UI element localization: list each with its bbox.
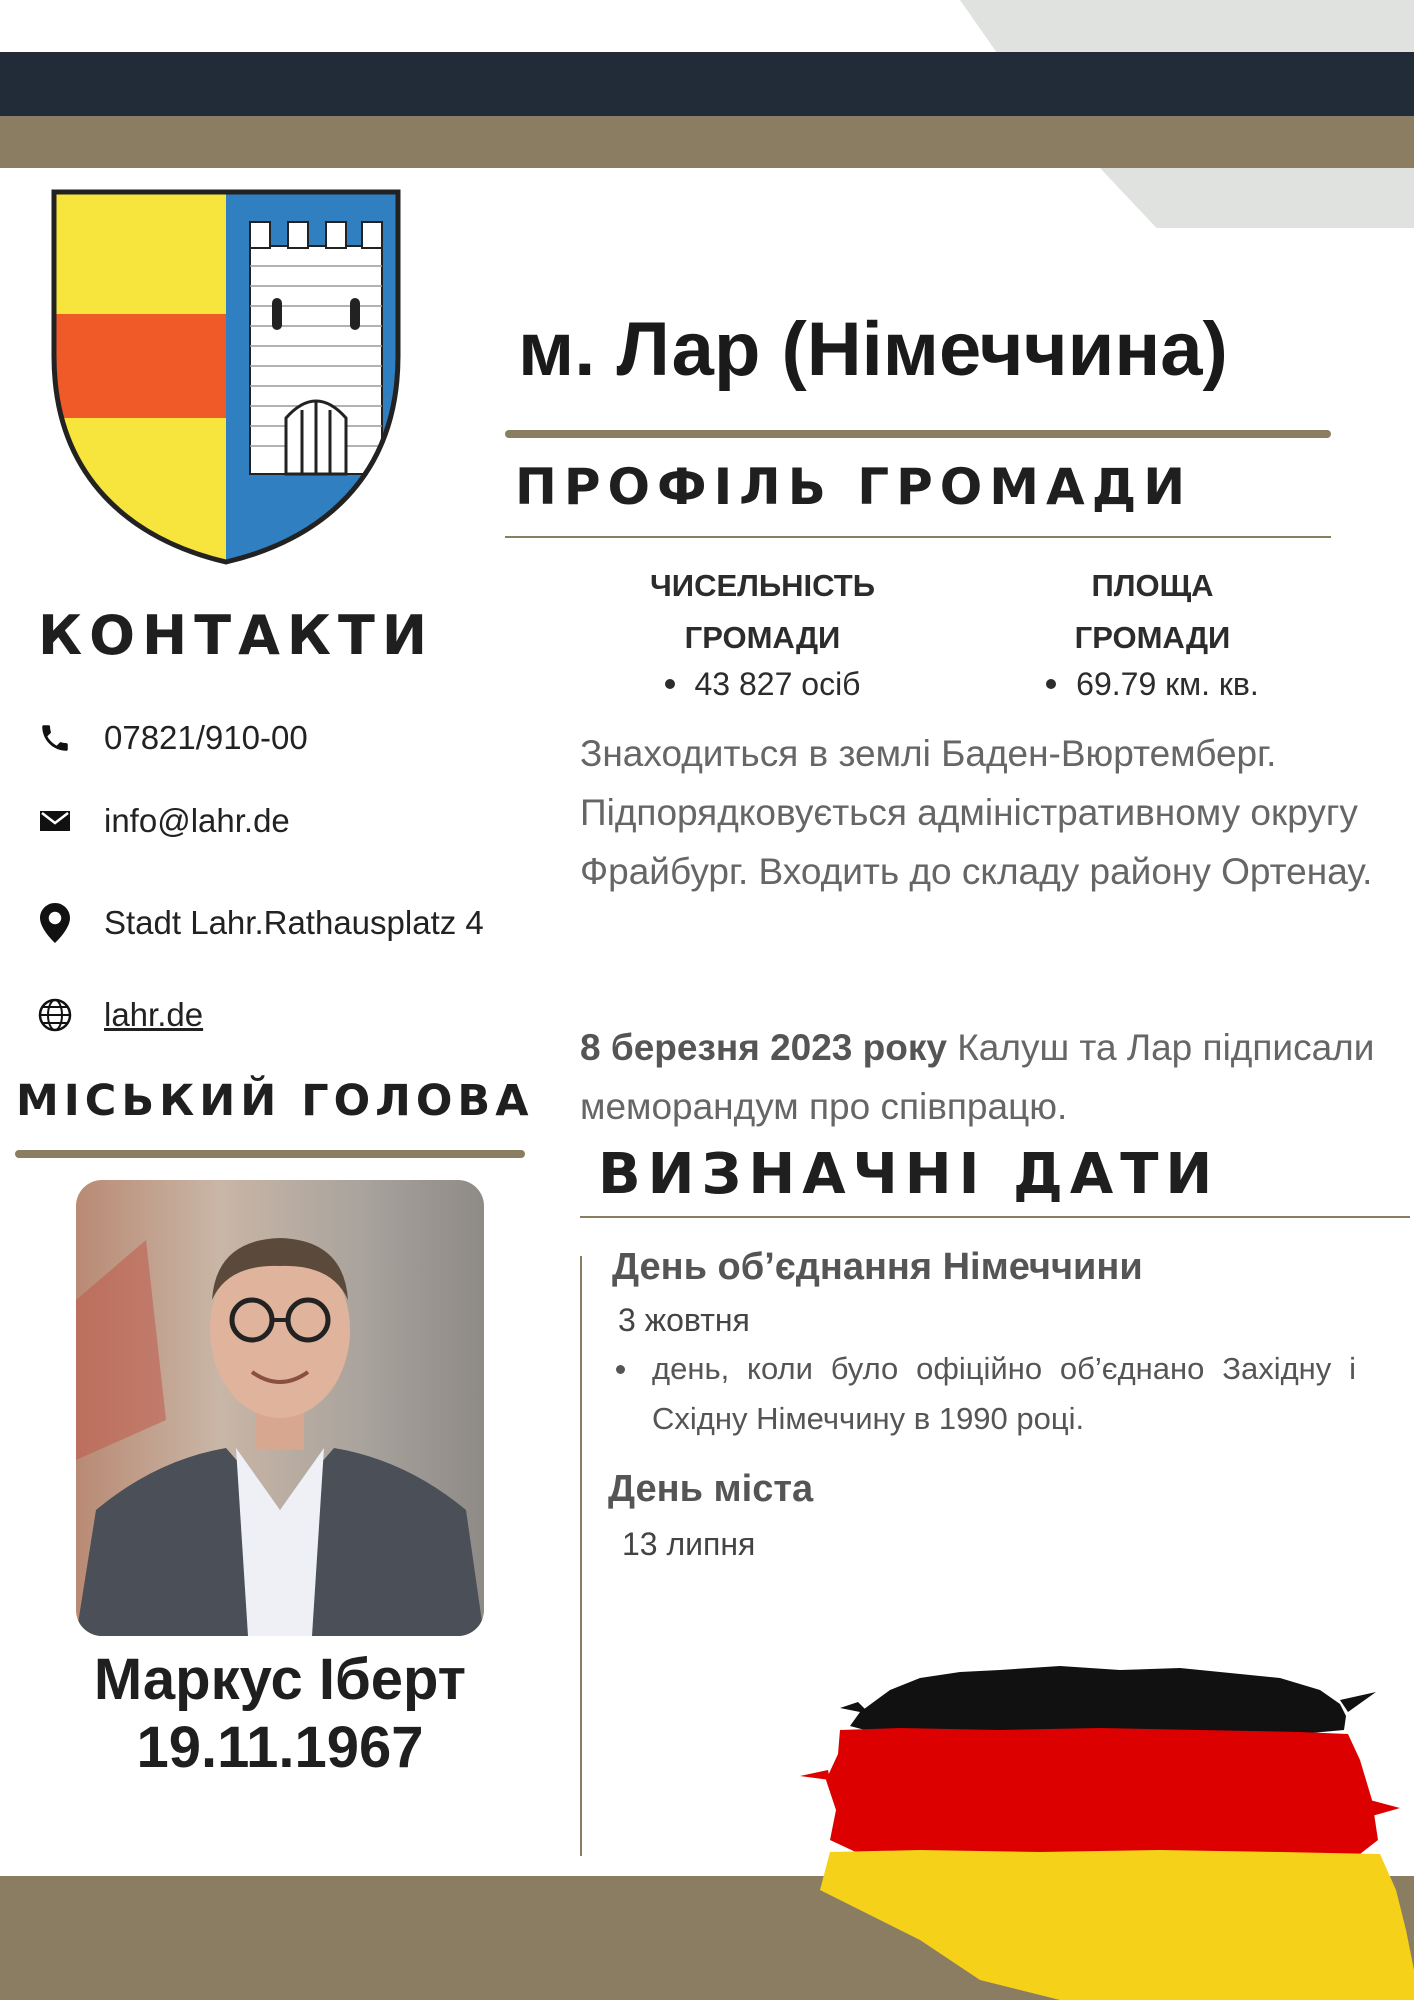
- event-date: 13 липня: [622, 1526, 756, 1562]
- population-label-line1: ЧИСЕЛЬНІСТЬ: [650, 568, 875, 603]
- top-decor-slant: [960, 0, 1414, 52]
- coat-of-arms-image: [50, 188, 402, 566]
- population-stat: [620, 560, 905, 703]
- german-flag-image: [800, 1630, 1414, 2000]
- area-value-row: [1010, 666, 1295, 703]
- bullet-icon: [1046, 679, 1056, 689]
- population-value: 43 827 осіб: [694, 666, 861, 702]
- mayor-photo: [76, 1180, 484, 1636]
- population-value-row: [620, 666, 905, 703]
- area-stat: [1010, 560, 1295, 703]
- event-description: [616, 1344, 1356, 1444]
- contact-email: [36, 796, 290, 846]
- address-text: Stadt Lahr.Rathausplatz 4: [104, 904, 484, 941]
- event-title: День міста: [608, 1468, 814, 1510]
- contacts-heading: КОНТАКТИ: [38, 604, 435, 667]
- phone-number[interactable]: 07821/910-00: [104, 719, 308, 756]
- contact-website: [36, 990, 203, 1040]
- area-value: 69.79 км. кв.: [1076, 666, 1259, 702]
- location-description: Знаходиться в землі Баден-Вюртемберг. Підпорядковується адміністративному округу Фрайбург. Входить до складу району Ортенау.: [580, 733, 1373, 892]
- website-link[interactable]: lahr.de: [104, 996, 204, 1033]
- population-label-line2: ГРОМАДИ: [684, 620, 841, 655]
- timeline-line: [580, 1256, 582, 1856]
- bullet-icon: [665, 679, 675, 689]
- memorandum-note: [580, 1018, 1390, 1136]
- contact-address: [36, 898, 484, 948]
- bullet-icon: [616, 1365, 625, 1374]
- phone-icon: [36, 719, 74, 757]
- city-title: м. Лар (Німеччина): [518, 307, 1228, 392]
- top-decor-slant-lower: [1100, 168, 1414, 228]
- mayor-divider: [15, 1150, 525, 1158]
- area-label-line1: ПЛОЩА: [1091, 568, 1214, 603]
- globe-icon: [36, 996, 74, 1034]
- title-divider: [505, 430, 1331, 438]
- mayor-birth-date: 19.11.1967: [136, 1715, 424, 1780]
- top-dark-bar: [0, 52, 1414, 116]
- top-tan-bar: [0, 116, 1414, 168]
- event-description-text: день, коли було офіційно об’єднано Західну і Східну Німеччину в 1990 році.: [652, 1351, 1356, 1436]
- profile-divider: [505, 536, 1331, 538]
- memorandum-date: 8 березня 2023 року: [580, 1027, 947, 1068]
- email-address[interactable]: info@lahr.de: [104, 802, 290, 839]
- event-title: День об’єднання Німеччини: [612, 1246, 1143, 1288]
- email-icon: [36, 802, 74, 840]
- event-date: 3 жовтня: [618, 1302, 750, 1338]
- memorandum-text: Калуш та Лар підписали меморандум про співпрацю.: [580, 1027, 1375, 1127]
- profile-heading: ПРОФІЛЬ ГРОМАДИ: [515, 458, 1193, 516]
- mayor-heading: МІСЬКИЙ ГОЛОВА: [16, 1076, 534, 1126]
- key-dates-divider: [580, 1216, 1410, 1218]
- mayor-name-block: [30, 1646, 530, 1782]
- key-dates-heading: ВИЗНАЧНІ ДАТИ: [598, 1142, 1220, 1207]
- mayor-name: Маркус Іберт: [93, 1647, 467, 1712]
- contact-phone: [36, 713, 308, 763]
- location-pin-icon: [36, 904, 74, 942]
- area-label-line2: ГРОМАДИ: [1074, 620, 1231, 655]
